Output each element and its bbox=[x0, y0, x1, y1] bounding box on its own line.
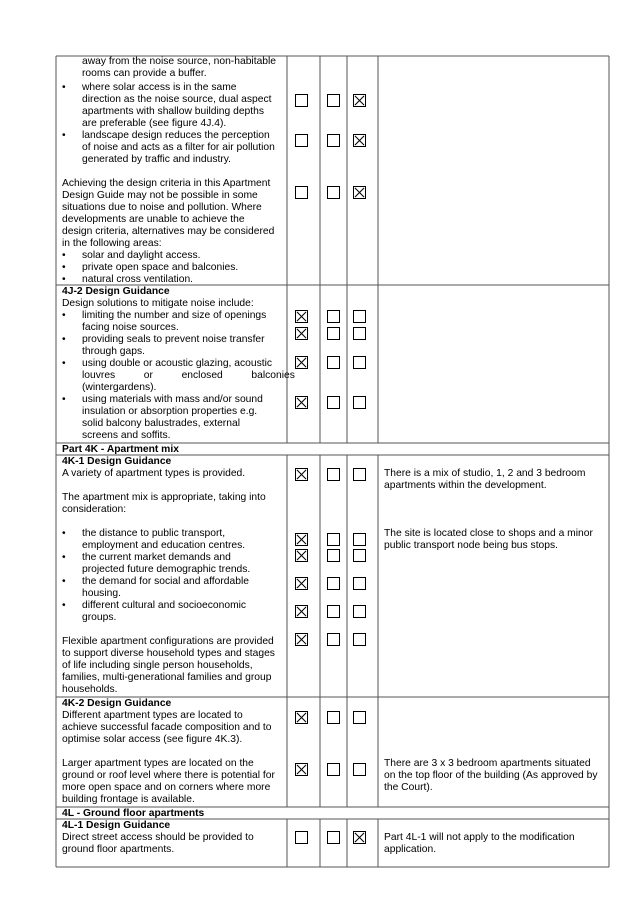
checkbox-not-applicable[interactable] bbox=[353, 633, 366, 646]
checkbox-does-not-comply[interactable] bbox=[327, 577, 340, 590]
row3-line12: Flexible apartment configurations are provided bbox=[62, 636, 274, 647]
row0-line16: private open space and balconies. bbox=[82, 262, 239, 273]
row3-line15: families, multi-generational families and group bbox=[62, 672, 272, 683]
bullet: • bbox=[62, 528, 66, 539]
row1-line2: limiting the number and size of openings bbox=[82, 310, 267, 321]
row0-line7: of noise and acts as a filter for air pollution bbox=[82, 142, 275, 153]
row6-line2: ground floor apartments. bbox=[62, 844, 175, 855]
checkbox-does-not-comply[interactable] bbox=[327, 94, 340, 107]
checkbox-not-applicable[interactable] bbox=[353, 327, 366, 340]
row3-line16: households. bbox=[62, 684, 118, 695]
row4-line3: optimise solar access (see figure 4K.3). bbox=[62, 734, 243, 745]
checkbox-not-applicable[interactable] bbox=[353, 468, 366, 481]
checkbox-does-not-comply[interactable] bbox=[327, 327, 340, 340]
row0-line9: Achieving the design criteria in this Apartment bbox=[62, 178, 271, 189]
row0-line2: where solar access is in the same bbox=[82, 82, 237, 93]
row3-line3: consideration: bbox=[62, 504, 127, 515]
checkbox-does-not-comply[interactable] bbox=[327, 533, 340, 546]
checkbox-complies[interactable] bbox=[295, 94, 308, 107]
row4-comment0: There are 3 x 3 bedroom apartments situated bbox=[384, 758, 591, 769]
checkbox-does-not-comply[interactable] bbox=[327, 831, 340, 844]
row3-line1: A variety of apartment types is provided. bbox=[62, 468, 246, 479]
row3-line13: to support diverse household types and stages bbox=[62, 648, 275, 659]
section-heading-4k-1: 4K-1 Design Guidance bbox=[62, 456, 172, 467]
checkbox-does-not-comply[interactable] bbox=[327, 356, 340, 369]
checkbox-does-not-comply[interactable] bbox=[327, 549, 340, 562]
checkbox-complies[interactable] bbox=[295, 577, 308, 590]
row4-comment2: the Court). bbox=[384, 782, 433, 793]
row1-line8: (wintergardens). bbox=[82, 382, 157, 393]
checkbox-complies[interactable] bbox=[295, 549, 308, 562]
checkbox-complies[interactable] bbox=[295, 134, 308, 147]
row3-line2: The apartment mix is appropriate, taking into bbox=[62, 492, 266, 503]
checkbox-not-applicable[interactable] bbox=[353, 763, 366, 776]
bullet: • bbox=[62, 334, 66, 345]
row3-comment0: There is a mix of studio, 1, 2 and 3 bedroom bbox=[384, 468, 586, 479]
checkbox-does-not-comply[interactable] bbox=[327, 605, 340, 618]
row0-line15: solar and daylight access. bbox=[82, 250, 201, 261]
row1-line6: using double or acoustic glazing, acoustic bbox=[82, 358, 273, 369]
checkbox-does-not-comply[interactable] bbox=[327, 711, 340, 724]
row3-comment3: public transport node being bus stops. bbox=[384, 540, 559, 551]
section-heading-4j-2: 4J-2 Design Guidance bbox=[62, 286, 170, 297]
row6-line1: Direct street access should be provided to bbox=[62, 832, 254, 843]
row0-line3: direction as the noise source, dual aspect bbox=[82, 94, 272, 105]
row1-line12: screens and soffits. bbox=[82, 430, 171, 441]
checkbox-does-not-comply[interactable] bbox=[327, 396, 340, 409]
row3-line4: the distance to public transport, bbox=[82, 528, 226, 539]
checkbox-complies[interactable] bbox=[295, 831, 308, 844]
checkbox-not-applicable[interactable] bbox=[353, 134, 366, 147]
row0-line10: Design Guide may not be possible in some bbox=[62, 190, 258, 201]
checkbox-not-applicable[interactable] bbox=[353, 310, 366, 323]
row0-line0: away from the noise source, non-habitable bbox=[82, 56, 277, 67]
row0-line17: natural cross ventilation. bbox=[82, 274, 194, 285]
row6-comment1: application. bbox=[384, 844, 437, 855]
checkbox-does-not-comply[interactable] bbox=[327, 310, 340, 323]
row4-line1: Different apartment types are located to bbox=[62, 710, 243, 721]
checkbox-not-applicable[interactable] bbox=[353, 356, 366, 369]
row1-line7: louvres or enclosed balconies bbox=[82, 370, 295, 381]
row1-line5: through gaps. bbox=[82, 346, 145, 357]
checkbox-complies[interactable] bbox=[295, 605, 308, 618]
row4-line6: more open space and on corners where more bbox=[62, 782, 271, 793]
row0-line6: landscape design reduces the perception bbox=[82, 130, 270, 141]
row4-line2: achieve successful facade composition and to bbox=[62, 722, 272, 733]
bullet: • bbox=[62, 130, 66, 141]
checkbox-complies[interactable] bbox=[295, 711, 308, 724]
checkbox-complies[interactable] bbox=[295, 533, 308, 546]
row1-line10: insulation or absorption properties e.g. bbox=[82, 406, 258, 417]
checkbox-not-applicable[interactable] bbox=[353, 396, 366, 409]
checkbox-not-applicable[interactable] bbox=[353, 831, 366, 844]
checkbox-not-applicable[interactable] bbox=[353, 186, 366, 199]
row3-line11: groups. bbox=[82, 612, 117, 623]
checkbox-complies[interactable] bbox=[295, 327, 308, 340]
row4-comment1: on the top floor of the building (As approved by bbox=[384, 770, 598, 781]
row3-line10: different cultural and socioeconomic bbox=[82, 600, 247, 611]
row1-line4: providing seals to prevent noise transfer bbox=[82, 334, 265, 345]
row3-comment1: apartments within the development. bbox=[384, 480, 547, 491]
row1-line9: using materials with mass and/or sound bbox=[82, 394, 263, 405]
row3-line8: the demand for social and affordable bbox=[82, 576, 249, 587]
row3-line5: employment and education centres. bbox=[82, 540, 246, 551]
row1-line1: Design solutions to mitigate noise include: bbox=[62, 298, 254, 309]
row4-line7: building frontage is available. bbox=[62, 794, 195, 805]
checkbox-complies[interactable] bbox=[295, 396, 308, 409]
section-heading-4k-2: 4K-2 Design Guidance bbox=[62, 698, 172, 709]
row0-line12: developments are unable to achieve the bbox=[62, 214, 245, 225]
row1-line11: solid balcony balustrades, external bbox=[82, 418, 240, 429]
row3-line6: the current market demands and bbox=[82, 552, 231, 563]
row0-line14: in the following areas: bbox=[62, 238, 162, 249]
checkbox-not-applicable[interactable] bbox=[353, 577, 366, 590]
bullet: • bbox=[62, 394, 66, 405]
row0-line8: generated by traffic and industry. bbox=[82, 154, 232, 165]
row3-comment2: The site is located close to shops and a minor bbox=[384, 528, 593, 539]
part-heading-4l: 4L - Ground floor apartments bbox=[62, 808, 205, 819]
row0-line4: apartments with shallow building depths bbox=[82, 106, 265, 117]
checkbox-complies[interactable] bbox=[295, 763, 308, 776]
checkbox-complies[interactable] bbox=[295, 468, 308, 481]
bullet: • bbox=[62, 600, 66, 611]
checkbox-does-not-comply[interactable] bbox=[327, 134, 340, 147]
bullet: • bbox=[62, 82, 66, 93]
bullet: • bbox=[62, 274, 66, 285]
bullet: • bbox=[62, 552, 66, 563]
checkbox-does-not-comply[interactable] bbox=[327, 186, 340, 199]
row1-line3: facing noise sources. bbox=[82, 322, 179, 333]
checkbox-complies[interactable] bbox=[295, 633, 308, 646]
row0-line11: situations due to noise and pollution. Where bbox=[62, 202, 262, 213]
row3-line7: projected future demographic trends. bbox=[82, 564, 251, 575]
row3-line9: housing. bbox=[82, 588, 121, 599]
checkbox-does-not-comply[interactable] bbox=[327, 633, 340, 646]
row0-line1: rooms can provide a buffer. bbox=[82, 68, 207, 79]
checkbox-not-applicable[interactable] bbox=[353, 605, 366, 618]
checkbox-complies[interactable] bbox=[295, 310, 308, 323]
checkbox-not-applicable[interactable] bbox=[353, 711, 366, 724]
section-heading-4l-1: 4L-1 Design Guidance bbox=[62, 820, 171, 831]
row3-line14: of life including single person households, bbox=[62, 660, 253, 671]
checkbox-not-applicable[interactable] bbox=[353, 533, 366, 546]
checkbox-not-applicable[interactable] bbox=[353, 549, 366, 562]
row4-line5: ground or roof level where there is potential for bbox=[62, 770, 275, 781]
row0-line5: are preferable (see figure 4J.4). bbox=[82, 118, 227, 129]
part-heading-4k: Part 4K - Apartment mix bbox=[62, 444, 179, 455]
row6-comment0: Part 4L-1 will not apply to the modification bbox=[384, 832, 575, 843]
checkbox-does-not-comply[interactable] bbox=[327, 763, 340, 776]
bullet: • bbox=[62, 310, 66, 321]
bullet: • bbox=[62, 358, 66, 369]
row4-line4: Larger apartment types are located on the bbox=[62, 758, 254, 769]
row0-line13: design criteria, alternatives may be considered bbox=[62, 226, 275, 237]
checkbox-not-applicable[interactable] bbox=[353, 94, 366, 107]
checkbox-complies[interactable] bbox=[295, 356, 308, 369]
bullet: • bbox=[62, 576, 66, 587]
bullet: • bbox=[62, 250, 66, 261]
checkbox-does-not-comply[interactable] bbox=[327, 468, 340, 481]
bullet: • bbox=[62, 262, 66, 273]
checkbox-complies[interactable] bbox=[295, 186, 308, 199]
